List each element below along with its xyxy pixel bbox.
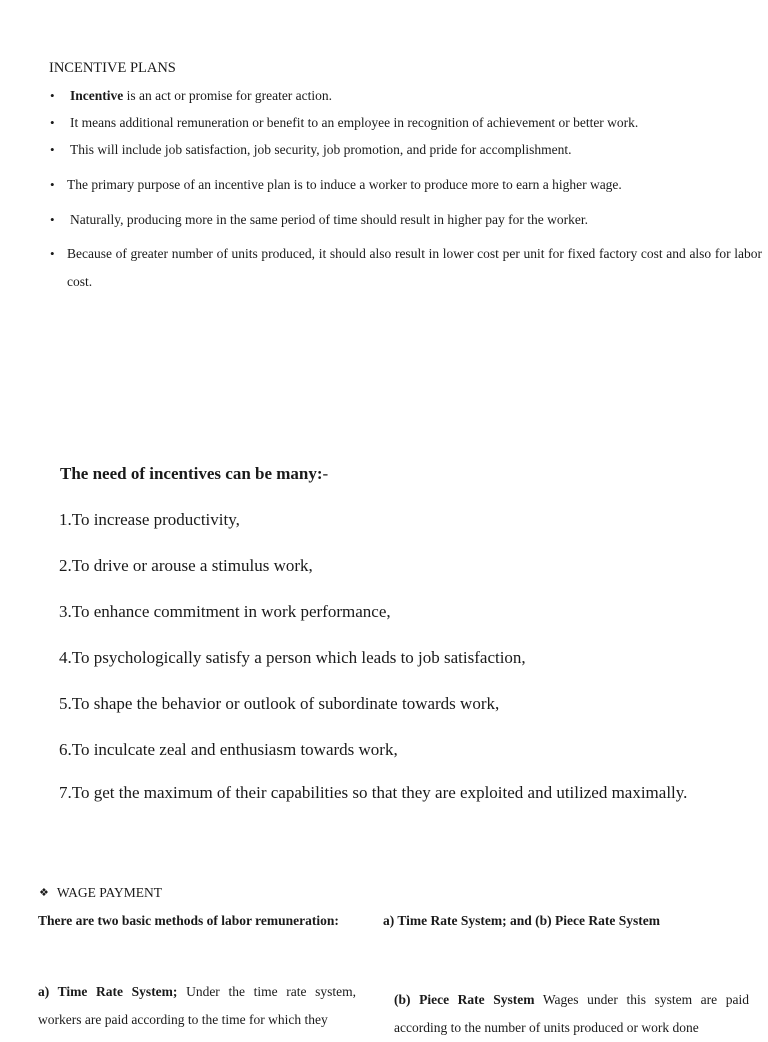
bullet-text: Because of greater number of units produced, it should also result in lower cost per unit for fixed factory cost and also for labor cost. — [67, 246, 762, 289]
bullet-dot: • — [50, 142, 55, 157]
bullet-dot: • — [50, 177, 55, 192]
need-list-item: 3.To enhance commitment in work performance, — [59, 602, 391, 621]
bullet-text: This will include job satisfaction, job security, job promotion, and pride for accomplishment. — [70, 142, 572, 157]
piece-rate-paragraph — [394, 986, 749, 1042]
need-list-item: 7.To get the maximum of their capabilities so that they are exploited and utilized maximally. — [59, 783, 688, 802]
time-rate-paragraph — [38, 978, 356, 1034]
wage-heading-text: WAGE PAYMENT — [56, 885, 163, 900]
bullet-dot: • — [50, 212, 55, 227]
wage-payment-heading — [39, 885, 162, 901]
bullet-dot: • — [50, 88, 55, 103]
time-rate-text: Under the time rate system, workers are paid according to the time for which they — [38, 984, 356, 1027]
time-rate-label: a) Time Rate System; — [38, 984, 178, 999]
need-list-item: 2.To drive or arouse a stimulus work, — [59, 556, 313, 575]
page-title: INCENTIVE PLANS — [49, 60, 176, 76]
need-heading-tail: - — [322, 464, 329, 483]
need-list-item: 6.To inculcate zeal and enthusiasm towards work, — [59, 740, 398, 759]
bullet-dot: • — [50, 246, 55, 261]
need-list-item: 5.To shape the behavior or outlook of subordinate towards work, — [59, 694, 500, 713]
need-heading-text: The need of incentives can be many: — [60, 464, 323, 483]
piece-rate-text: Wages under this system are paid according to the number of units produced or work done — [394, 992, 749, 1035]
diamond-bullet-icon: ❖ — [39, 887, 49, 899]
bullet-text: It means additional remuneration or benefit to an employee in recognition of achievement or better work. — [70, 115, 639, 130]
bullet-bold-term: Incentive — [70, 88, 124, 103]
methods-list: a) Time Rate System; and (b) Piece Rate System — [383, 913, 660, 928]
bullet-text: Naturally, producing more in the same period of time should result in higher pay for the worker. — [70, 212, 588, 227]
bullet-text: The primary purpose of an incentive plan is to induce a worker to produce more to earn a higher wage. — [67, 177, 622, 192]
need-list-item: 1.To increase productivity, — [59, 510, 240, 529]
piece-rate-label: (b) Piece Rate System — [394, 992, 535, 1007]
bullet-text: is an act or promise for greater action. — [123, 88, 333, 103]
need-list-item: 4.To psychologically satisfy a person which leads to job satisfaction, — [59, 648, 526, 667]
bullet-dot: • — [50, 115, 55, 130]
need-heading — [60, 464, 328, 484]
methods-intro: There are two basic methods of labor remuneration: — [38, 913, 339, 928]
